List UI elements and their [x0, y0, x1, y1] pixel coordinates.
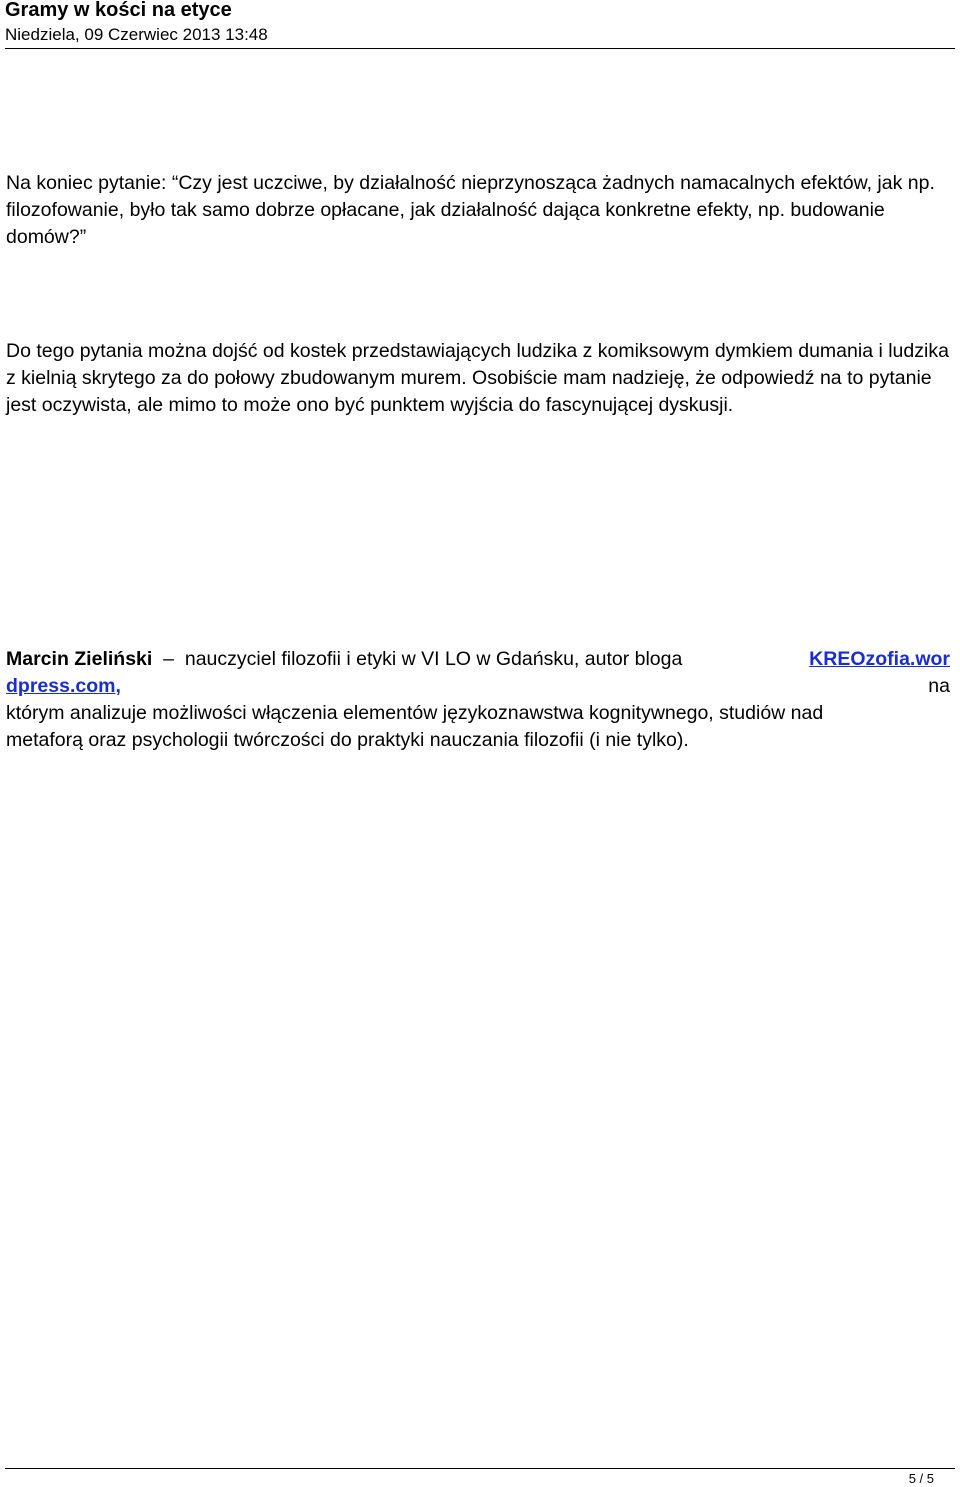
- author-bio: [6, 646, 956, 754]
- author-bio-line-3: którym analizuje możliwości włączenia elementów językoznawstwa kognitywnego, studiów nad: [6, 702, 824, 724]
- article-paragraph-question: Na koniec pytanie: “Czy jest uczciwe, by działalność nieprzynosząca żadnych namacalnych efektów, jak np. filozofowanie, było tak samo dobrze opłacane, jak działalność dająca konkretne efekty, np. budowanie domów?”: [6, 172, 935, 248]
- author-description: nauczyciel filozofii i etyki w VI LO w Gdańsku, autor bloga: [184, 648, 683, 670]
- author-bio-after-link: na: [928, 675, 950, 697]
- author-bio-line-2: [6, 673, 950, 700]
- page-header: [5, 0, 955, 45]
- article-paragraph-discussion: Do tego pytania można dojść od kostek przedstawiających ludzika z komiksowym dymkiem dumania i ludzika z kielnią skrytego za do połowy zbudowanym murem. Osobiście mam nadzieję, że odpowiedź na to pytanie jest oczywista, ale mimo to może ono być punktem wyjścia do fascynującej dyskusji.: [6, 340, 949, 416]
- blog-link-part-1[interactable]: KREOzofia.wor: [809, 648, 950, 670]
- blog-link-part-2[interactable]: dpress.com,: [6, 675, 121, 697]
- footer-divider: [5, 1468, 955, 1469]
- author-dash: –: [163, 648, 175, 670]
- author-intro: [6, 646, 682, 673]
- author-bio-line-1: [6, 646, 950, 673]
- page-title: Gramy w kości na etyce: [5, 0, 232, 21]
- author-bio-line-4: metaforą oraz psychologii twórczości do praktyki nauczania filozofii (i nie tylko).: [6, 729, 689, 751]
- page-number: 5 / 5: [908, 1471, 934, 1486]
- author-name: Marcin Zieliński: [6, 648, 153, 670]
- header-divider: [5, 48, 955, 49]
- publish-date: Niedziela, 09 Czerwiec 2013 13:48: [5, 25, 268, 44]
